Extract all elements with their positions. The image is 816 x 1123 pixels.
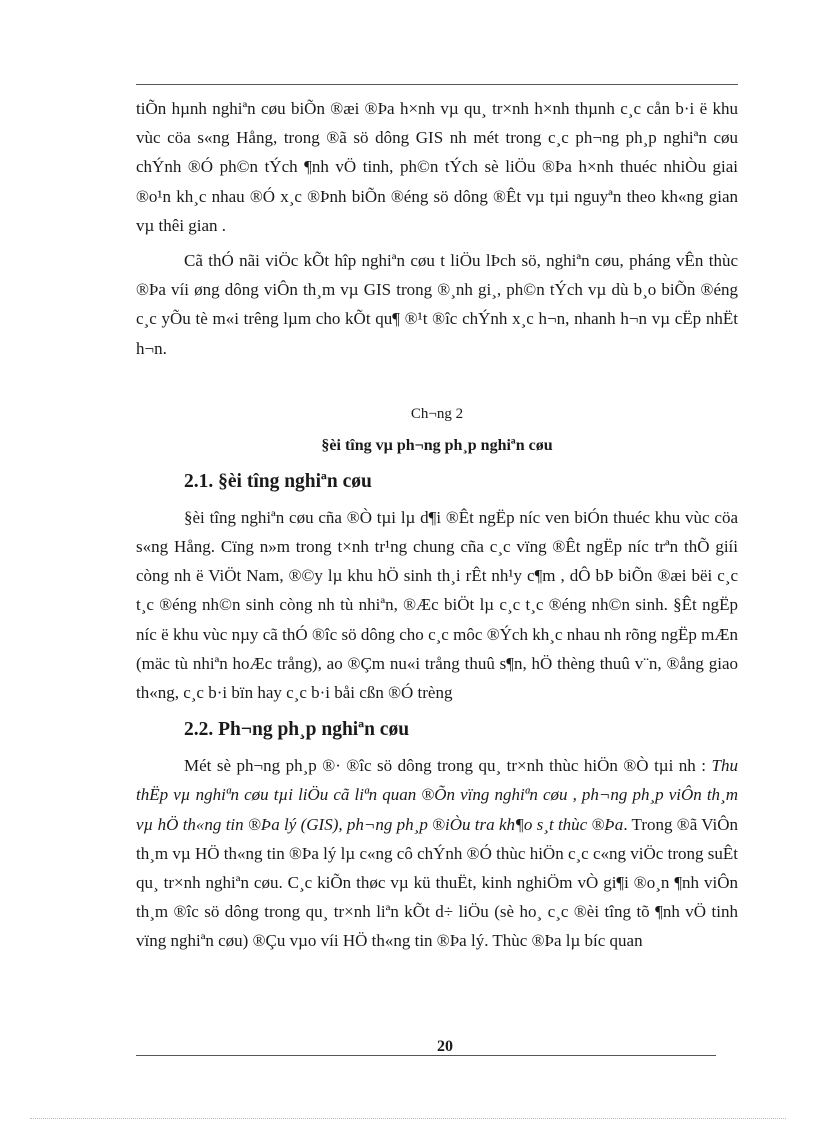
- section-2-1-text: §èi tîng nghiªn cøu cña ®Ò tµi lµ d¶i ®Êt ngËp níc ven biÓn thuéc khu vùc cöa s«ng Hång. Cïng n»m trong t×nh tr¹ng chung cña c¸c vïng ®Êt ngËp níc trªn thÕ giíi còng nh ë ViÖt Nam, ®©y lµ khu hÖ sinh th¸i rÊt nh¹y c¶m , dÔ bÞ biÕn ®æi bëi c¸c t¸c ®éng nh©n sinh còng nh tù nhiªn, ®Æc biÖt lµ c¸c t¸c ®éng nh©n sinh. §Êt ngËp níc ë khu vùc nµy cã thÓ ®îc sö dông cho c¸c môc ®Ých kh¸c nhau nh rõng ngËp mÆn (mäc tù nhiªn hoÆc trång), ao ®Çm nu«i trång thuû s¶n, hÖ thèng thuû v¨n, ®ång giao th«ng, c¸c b·i bïn hay c¸c b·i båi cßn ®Ó trèng: [136, 507, 738, 703]
- chapter-title: §èi tîng vµ ph¬ng ph¸p nghiªn cøu: [321, 436, 553, 454]
- chapter-label: Ch¬ng 2: [410, 405, 464, 422]
- section-2-2-text: [136, 751, 738, 955]
- page-edge-dotted-line: [30, 1118, 786, 1119]
- page-number: 20: [437, 1038, 453, 1055]
- section-heading-2-2: 2.2. Ph¬ng ph¸p nghiªn cøu: [184, 719, 410, 741]
- section-2-2-italic-methods: Thu thËp vµ nghiªn cøu tµi liÖu cã liªn quan ®Õn vïng nghiªn cøu , ph¬ng ph¸p viÔn th¸m vµ hÖ th«ng tin ®Þa lý (GIS), ph¬ng ph¸p ®iÒu tra kh¶o s¸t thùc ®Þa: [136, 756, 738, 834]
- section-heading-2-1: 2.1. §èi tîng nghiªn cøu: [184, 470, 372, 492]
- header-rule: [136, 84, 738, 85]
- section-2-2-text-end: . Trong ®ã ViÔn th¸m vµ HÖ th«ng tin ®Þa lý lµ c«ng cô chÝnh ®Ó thùc hiÖn c¸c c«ng viÖc trong suÊt qu¸ tr×nh nghiªn cøu. C¸c kiÕn thøc vµ kü thuËt, kinh nghiÖm vÒ gi¶i ®o¸n ¶nh viÔn th¸m ®îc sö dông trong qu¸ tr×nh liªn kÕt d÷ liÖu (sè ho¸ c¸c ®èi tîng tõ ¶nh vÖ tinh vïng nghiªn cøu) ®Çu vµo víi HÖ th«ng tin ®Þa lý. Thùc ®Þa lµ bíc quan: [136, 814, 738, 951]
- paragraph-continuation: tiÕn hµnh nghiªn cøu biÕn ®æi ®Þa h×nh vµ qu¸ tr×nh h×nh thµnh c¸c cån b·i ë khu vùc cöa s«ng Hång, trong ®ã sö dông GIS nh mét trong c¸c ph¬ng ph¸p nghiªn cøu chÝnh ®Ó ph©n tÝch ¶nh vÖ tinh, ph©n tÝch sè liÖu ®Þa h×nh thuéc nhiÒu giai ®o¹n kh¸c nhau ®Ó x¸c ®Þnh biÕn ®éng sö dông ®Êt vµ tµi nguyªn theo kh«ng gian vµ thêi gian .: [136, 99, 738, 235]
- section-2-2-text-start: Mét sè ph¬ng ph¸p ®· ®îc sö dông trong qu¸ tr×nh thùc hiÖn ®Ò tµi nh :: [184, 756, 712, 776]
- footer-rule: [136, 1055, 716, 1056]
- paragraph: Cã thÓ nãi viÖc kÕt hîp nghiªn cøu t liÖu lÞch sö, nghiªn cøu, pháng vÊn thùc ®Þa víi øng dông viÔn th¸m vµ GIS trong ®¸nh gi¸, ph©n tÝch vµ dù b¸o biÕn ®éng c¸c yÕu tè m«i trêng lµm cho kÕt qu¶ ®¹t ®îc chÝnh x¸c h¬n, nhanh h¬n vµ cËp nhËt h¬n.: [136, 251, 738, 358]
- page-content: [136, 94, 738, 956]
